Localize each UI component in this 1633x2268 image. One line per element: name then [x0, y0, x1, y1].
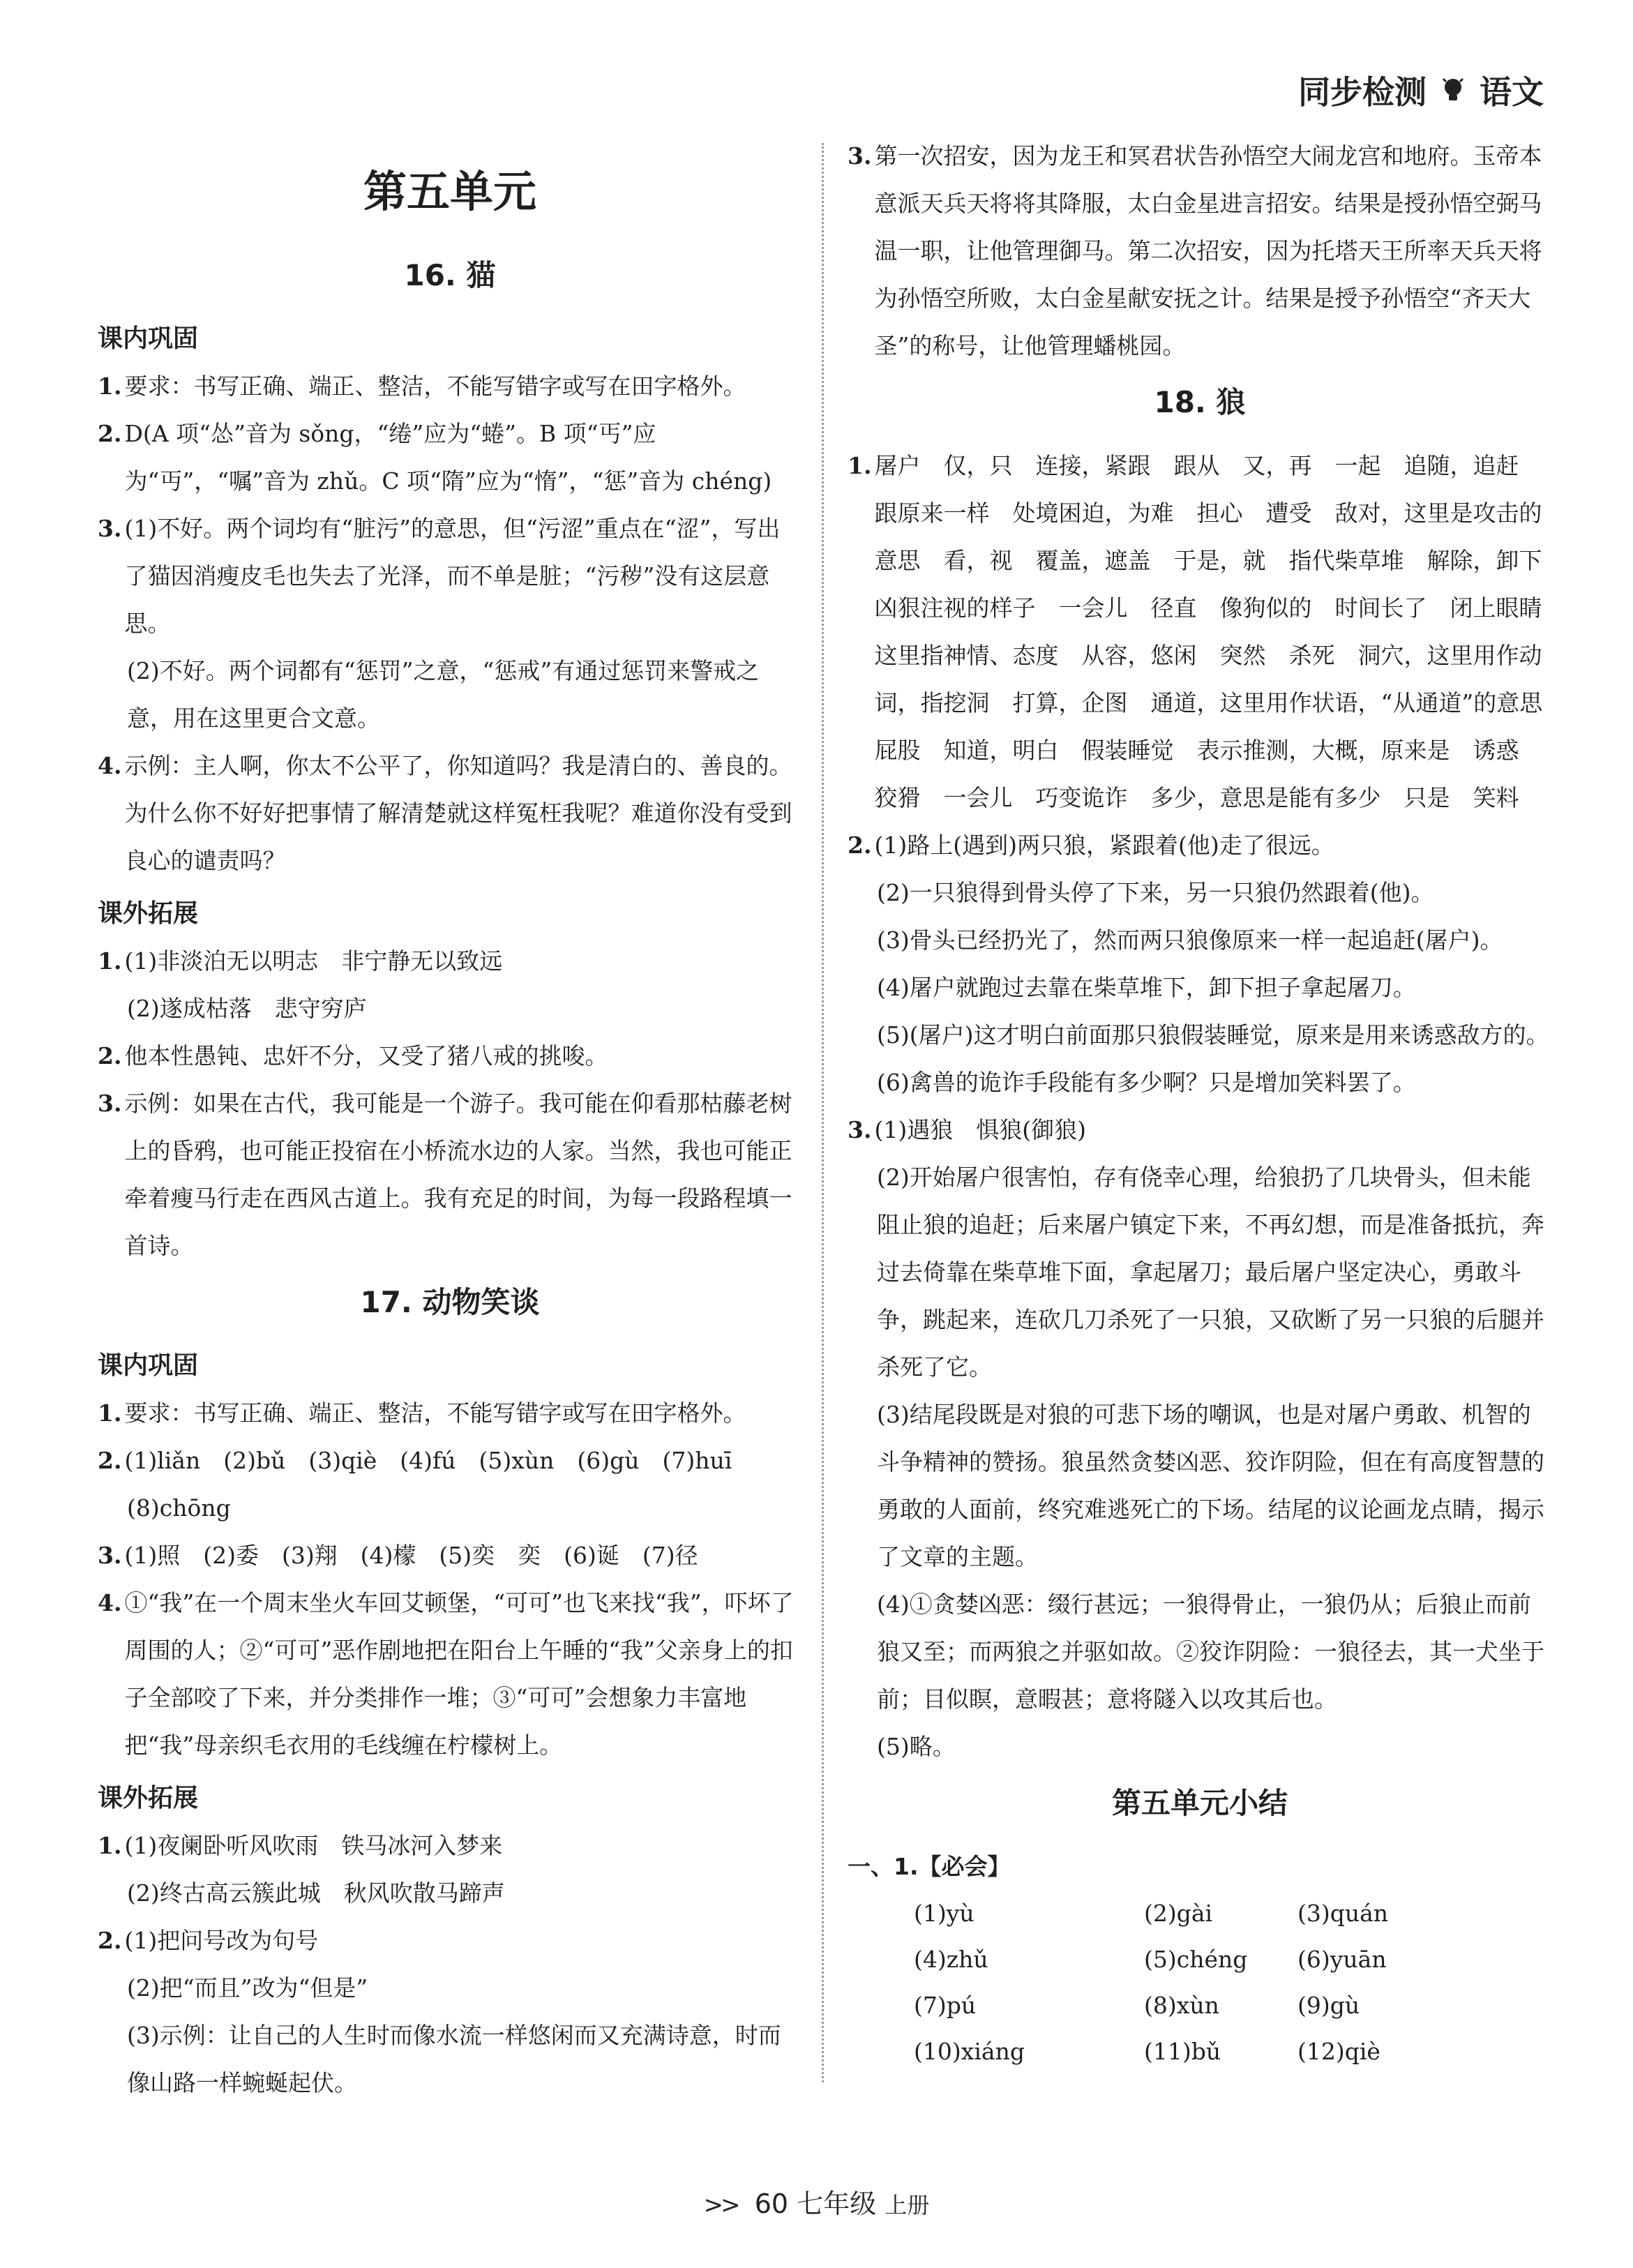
sub-answer: (6)禽兽的诡诈手段能有多少啊？只是增加笑料罢了。 — [877, 1069, 1416, 1096]
pinyin-grid — [848, 1891, 1552, 2075]
item-text: (1)把问号改为句号 — [124, 1927, 319, 1954]
sub-answer: (2)终古高云簇此城 秋风吹散马蹄声 — [127, 1879, 505, 1907]
pinyin-answer: (6)yuān — [1297, 1946, 1387, 1973]
item-text: 要求：书写正确、端正、整洁，不能写错字或写在田字格外。 — [124, 1399, 746, 1427]
sub-answer: (2)开始屠户很害怕，存有侥幸心理，给狼扔了几块骨头，但未能阻止狼的追赶；后来屠户镇定下来，不再幻想，而是准备抵抗，奔过去倚靠在柴草堆下面，拿起屠刀；最后屠户坚定决心，勇敢斗争，跳起来，连砍几刀杀死了一只狼，又砍断了另一只狼的后腿并杀死了它。 — [877, 1164, 1544, 1381]
right-column — [848, 133, 1566, 2075]
item-text: 示例：如果在古代，我可能是一个游子。我可能在仰看那枯藤老树上的昏鸦，也可能正投宿在小桥流水边的人家。当然，我也可能正牵着瘦马行走在西风古道上。我有充足的时间，为每一段路程填一首诗。 — [124, 1090, 792, 1259]
item-text: (1)夜阑卧听风吹雨 铁马冰河入梦来 — [124, 1832, 503, 1859]
sub-answer: (2)一只狼得到骨头停了下来，另一只狼仍然跟着(他)。 — [877, 879, 1434, 906]
pinyin-answer: (1)yù — [914, 1900, 974, 1927]
item-number: 4. — [98, 752, 122, 779]
item-number: 2. — [98, 420, 122, 447]
section-heading: 课外拓展 — [98, 899, 199, 928]
item-number: 2. — [848, 832, 872, 859]
section-heading: 课内巩固 — [98, 324, 199, 353]
unit-summary-title: 第五单元小结 — [1111, 1786, 1288, 1820]
pinyin-answer: (12)qiè — [1297, 2038, 1380, 2065]
item-text: 要求：书写正确、端正、整洁，不能写错字或写在田字格外。 — [124, 373, 746, 400]
page-header — [1298, 67, 1544, 113]
item-number: 4. — [98, 1589, 122, 1616]
sub-answer: (4)屠户就跑过去靠在柴草堆下，卸下担子拿起屠刀。 — [877, 974, 1416, 1001]
sub-answer: (3)结尾段既是对狼的可悲下场的嘲讽，也是对屠户勇敢、机智的斗争精神的赞扬。狼虽然贪婪凶恶、狡诈阴险，但在有高度智慧的勇敢的人面前，终究难逃死亡的下场。结尾的议论画龙点睛，揭示了文章的主题。 — [877, 1401, 1544, 1570]
answer-item — [98, 1579, 802, 1769]
item-number: 3. — [98, 1542, 122, 1569]
pinyin-answer: (5)chéng — [1144, 1946, 1248, 1973]
item-number: 1. — [98, 373, 122, 400]
section-heading: 课外拓展 — [98, 1784, 199, 1812]
item-text: 第一次招安，因为龙王和冥君状告孙悟空大闹龙宫和地府。玉帝本意派天兵天将将其降服，太白金星进言招安。结果是授孙悟空弼马温一职，让他管理御马。第二次招安，因为托塔天王所率天兵天将为孙悟空所败，太白金星献安抚之计。结果是授予孙悟空“齐天大圣”的称号，让他管理蟠桃园。 — [874, 142, 1542, 359]
left-column — [98, 147, 802, 2107]
item-text: (1)路上(遇到)两只狼，紧跟着(他)走了很远。 — [874, 832, 1334, 859]
item-number: 3. — [848, 1116, 872, 1143]
pinyin-answer: (9)gù — [1297, 1992, 1360, 2019]
answer-item — [98, 1917, 802, 1965]
grade-label: 七年级 — [797, 2188, 877, 2219]
item-text: 示例：主人啊，你太不公平了，你知道吗？我是清白的、善良的。为什么你不好好把事情了解清楚就这样冤枉我呢？难道你没有受到良心的谴责吗？ — [124, 752, 792, 874]
answer-item — [98, 363, 802, 410]
book-title: 同步检测 — [1298, 73, 1427, 111]
item-text: (1)非淡泊无以明志 非宁静无以致远 — [124, 947, 503, 975]
pinyin-answer: (11)bǔ — [1144, 2038, 1221, 2065]
item-number: 1. — [98, 1399, 122, 1427]
page-number: 60 — [754, 2188, 789, 2219]
answer-item — [848, 822, 1552, 869]
lesson-18-title: 18. 狼 — [1154, 385, 1246, 419]
pinyin-answer: (7)pú — [914, 1992, 977, 2019]
item-text: D(A 项“怂”音为 sǒng，“绻”应为“蜷”。B 项“丐”应为“丏”，“嘱”音为 zhǔ。C 项“隋”应为“惰”，“惩”音为 chéng) — [124, 420, 772, 495]
pinyin-answer: (8)xùn — [1144, 1992, 1219, 2019]
item-number: 3. — [848, 142, 872, 170]
answer-item — [98, 938, 802, 985]
sub-answer: (4)①贪婪凶恶：缀行甚远；一狼得骨止，一狼仍从；后狼止而前狼又至；而两狼之并驱如故。②狡诈阴险：一狼径去，其一犬坐于前；目似瞑，意暇甚；意将隧入以攻其后也。 — [877, 1591, 1544, 1713]
sub-answer: (2)把“而且”改为“但是” — [127, 1974, 368, 2002]
pinyin-answer: (2)gài — [1144, 1900, 1213, 1927]
item-text: 他本性愚钝、忠奸不分，又受了猪八戒的挑唆。 — [124, 1042, 608, 1069]
lightbulb-icon — [1439, 76, 1467, 104]
answer-item — [98, 1032, 802, 1080]
item-text: ①“我”在一个周末坐火车回艾顿堡，“可可”也飞来找“我”，吓坏了周围的人；②“可可”恶作剧地把在阳台上午睡的“我”父亲身上的扣子全部咬了下来，并分类排作一堆；③“可可”会想象力丰富地把“我”母亲织毛衣用的毛线缠在柠檬树上。 — [124, 1589, 794, 1759]
answer-item — [98, 410, 802, 505]
answer-item — [98, 1080, 802, 1270]
unit-title: 第五单元 — [363, 166, 536, 217]
item-number: 3. — [98, 1090, 122, 1117]
column-divider — [822, 143, 824, 2082]
answer-item — [98, 1822, 802, 1870]
item-number: 3. — [98, 515, 122, 542]
sub-answer: (8)chōng — [127, 1494, 231, 1522]
item-text: (1)遇狼 惧狼(御狼) — [874, 1116, 1086, 1143]
sub-answer: (5)(屠户)这才明白前面那只狼假装睡觉，原来是用来诱惑敌方的。 — [877, 1021, 1549, 1049]
answer-item — [848, 1106, 1552, 1154]
answer-item — [98, 1532, 802, 1579]
answer-item — [98, 742, 802, 885]
sub-answer: (3)骨头已经扔光了，然而两只狼像原来一样一起追赶(屠户)。 — [877, 926, 1503, 954]
double-chevron-icon: >> — [703, 2191, 738, 2219]
item-number: 1. — [98, 947, 122, 975]
item-text: (1)不好。两个词均有“脏污”的意思，但“污涩”重点在“涩”，写出了猫因消瘦皮毛也失去了光泽，而不单是脏；“污秽”没有这层意思。 — [124, 515, 781, 637]
item-number: 1. — [848, 452, 872, 479]
item-text: (1)照 (2)委 (3)翔 (4)檬 (5)奕 奕 (6)诞 (7)径 — [124, 1542, 698, 1569]
item-number: 2. — [98, 1927, 122, 1954]
answer-item — [848, 133, 1552, 370]
item-number: 2. — [98, 1447, 122, 1474]
answer-item — [98, 1390, 802, 1437]
item-number: 1. — [98, 1832, 122, 1859]
answer-item — [98, 1437, 802, 1485]
answer-item — [848, 442, 1566, 822]
volume-label: 上册 — [885, 2192, 930, 2218]
sub-answer: (2)不好。两个词都有“惩罚”之意，“惩戒”有通过惩罚来警戒之意，用在这里更合文意。 — [127, 657, 760, 732]
item-text: (1)liǎn (2)bǔ (3)qiè (4)fú (5)xùn (6)gù (7)huī — [124, 1447, 732, 1474]
sub-answer: (5)略。 — [877, 1733, 956, 1760]
answer-item — [98, 505, 802, 647]
section-heading: 课内巩固 — [98, 1351, 199, 1380]
summary-label: 一、1.【必会】 — [848, 1853, 1011, 1880]
lesson-16-title: 16. 猫 — [404, 258, 496, 292]
lesson-17-title: 17. 动物笑谈 — [360, 1285, 540, 1319]
pinyin-answer: (10)xiáng — [914, 2038, 1025, 2065]
pinyin-answer: (4)zhǔ — [914, 1946, 988, 1973]
sub-answer: (2)遂成枯落 悲守穷庐 — [127, 995, 367, 1022]
item-text: 屠户 仅，只 连接，紧跟 跟从 又，再 一起 追随，追赶 跟原来一样 处境困迫，为难 担心 遭受 敌对，这里是攻击的意思 看，视 覆盖，遮盖 于是，就 指代柴草堆 解除，卸下 凶狠注视的样子 一会儿 径直 像狗似的 时间长了 闭上眼睛 这里指神情、态度 从容，悠闲 突然 杀死 洞穴，这里用作动词，指挖洞 打算，企图 通道，这里用作状语，“从通道”的意思 屁股 知道，明白 假装睡觉 表示推测，大概，原来是 诱惑 狡猾 一会儿 巧变诡诈 多少，意思是能有多少 只是 笑料 — [874, 452, 1566, 811]
page-footer — [0, 2182, 1633, 2221]
subject-title: 语文 — [1480, 73, 1544, 111]
pinyin-answer: (3)quán — [1297, 1900, 1389, 1927]
sub-answer: (3)示例：让自己的人生时而像水流一样悠闲而又充满诗意，时而像山路一样蜿蜒起伏。 — [127, 2022, 781, 2096]
item-number: 2. — [98, 1042, 122, 1069]
